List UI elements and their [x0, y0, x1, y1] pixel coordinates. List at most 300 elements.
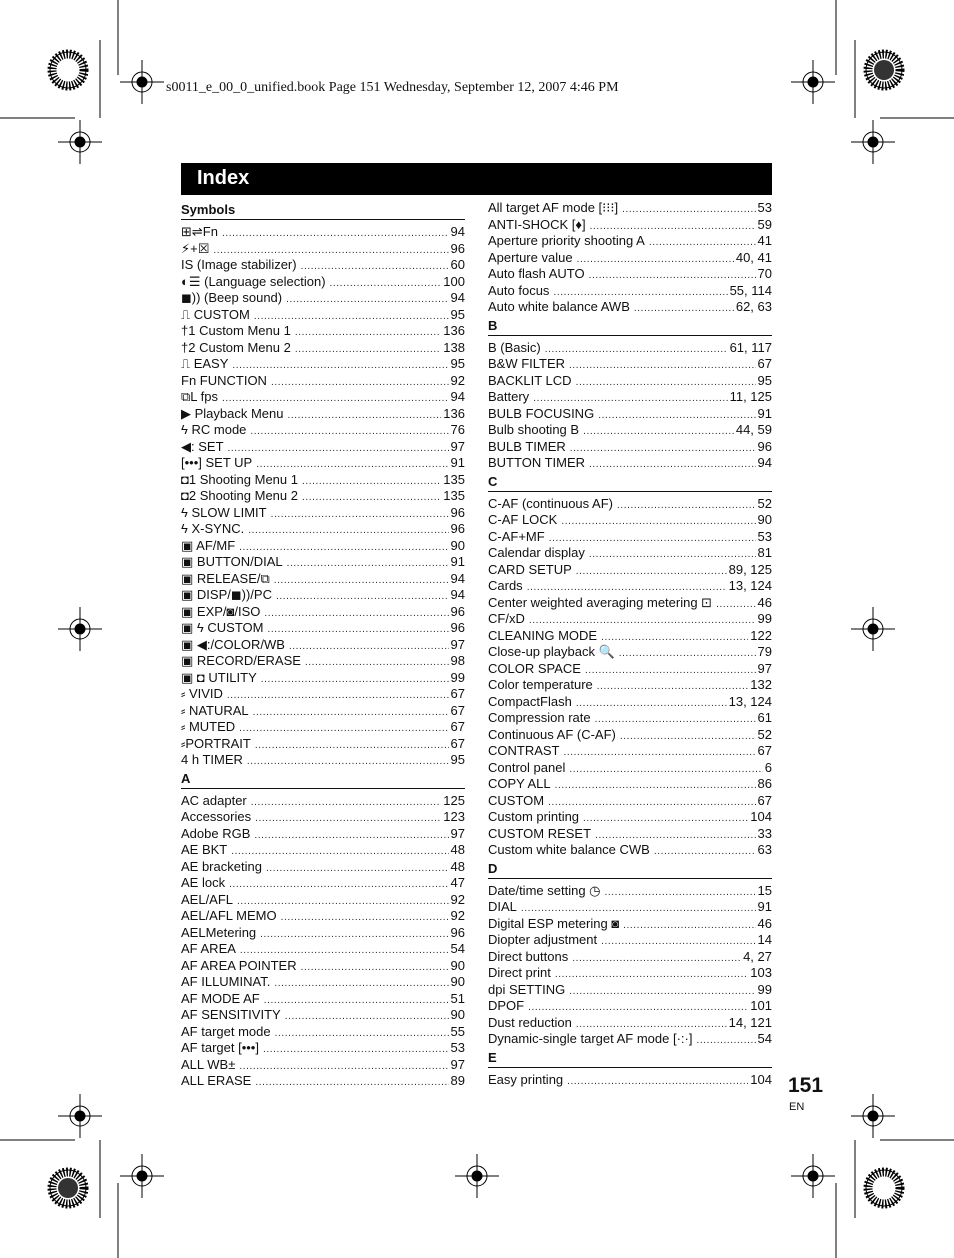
entry-page: 55, 114 [729, 282, 772, 298]
dot-leader [548, 795, 755, 812]
entry-label: ▣ AF/MF [181, 537, 236, 553]
entry-page: 48 [450, 842, 465, 857]
index-entry [488, 562, 772, 579]
entry-label: ⎍ CUSTOM [181, 306, 250, 322]
entry-page: 91 [757, 405, 772, 421]
entry-label: C-AF (continuous AF) [488, 495, 613, 511]
index-entry [181, 455, 465, 472]
dot-leader [583, 811, 748, 828]
entry-label: AE lock [181, 875, 226, 890]
entry-page: 44, 59 [735, 422, 772, 437]
index-entry [181, 826, 465, 843]
entry-page: 122 [750, 627, 772, 643]
entry-label: Custom white balance CWB [488, 842, 650, 857]
index-column-right [488, 200, 772, 1088]
entry-page: 100 [443, 273, 465, 289]
entry-page: 53 [450, 1040, 465, 1055]
entry-page: 59 [757, 216, 772, 232]
entry-label: All target AF mode [⁝⁝⁝] [488, 200, 619, 215]
index-entry [488, 883, 772, 900]
index-entry [181, 406, 465, 423]
entry-page: 6 [764, 759, 772, 775]
dot-leader [569, 762, 762, 779]
entry-label: AELMetering [181, 924, 257, 940]
entry-page: 62, 63 [735, 299, 772, 314]
entry-page: 63 [757, 842, 772, 857]
entry-page: 96 [450, 504, 465, 520]
entry-label: AF AREA POINTER [181, 957, 297, 973]
page-number: 151 [788, 1074, 824, 1097]
index-entry [181, 274, 465, 291]
entry-label: ▣ RELEASE/⧉ [181, 570, 270, 586]
dot-leader [634, 301, 734, 318]
entry-label: DPOF [488, 998, 525, 1013]
entry-label: Center weighted averaging metering ⊡ [488, 594, 713, 610]
entry-label: Calendar display [488, 545, 585, 560]
entry-label: AE bracketing [181, 858, 262, 874]
entry-page: 14, 121 [728, 1014, 772, 1030]
entry-page: 67 [450, 735, 465, 751]
dot-leader [239, 1059, 448, 1076]
entry-label: AF target mode [181, 1023, 271, 1039]
entry-page: 89, 125 [728, 561, 772, 577]
entry-label: [•••] SET UP [181, 455, 253, 470]
entry-label: Auto flash AUTO [488, 266, 585, 281]
entry-label: AF SENSITIVITY [181, 1007, 281, 1022]
dot-leader [295, 342, 441, 359]
entry-page: 125 [443, 792, 465, 808]
entry-page: 46 [757, 915, 772, 931]
entry-label: Aperture value [488, 249, 573, 265]
dot-leader [275, 1026, 449, 1043]
index-entry [181, 974, 465, 991]
entry-page: 104 [750, 1071, 772, 1087]
dot-leader [231, 844, 448, 861]
dot-leader [301, 960, 449, 977]
entry-page: 103 [750, 965, 772, 980]
dot-leader [601, 934, 755, 951]
entry-page: 99 [757, 981, 772, 997]
entry-label: DIAL [488, 899, 517, 914]
index-entry [181, 521, 465, 538]
dot-leader [567, 1074, 748, 1091]
entry-page: 67 [757, 743, 772, 758]
dot-leader [619, 646, 756, 663]
index-entry [488, 628, 772, 645]
index-entry [181, 719, 465, 736]
index-entry [488, 949, 772, 966]
entry-label: AF ILLUMINAT. [181, 974, 271, 989]
entry-page: 96 [450, 620, 465, 635]
index-entry [181, 472, 465, 489]
dot-leader [264, 606, 448, 623]
entry-label: ⸗PORTRAIT [181, 735, 251, 751]
entry-label: ◘2 Shooting Menu 2 [181, 488, 298, 503]
entry-page: 46 [757, 594, 772, 610]
index-entry [181, 604, 465, 621]
index-entry [488, 299, 772, 316]
entry-label: ▣ EXP/◙/ISO [181, 603, 261, 619]
entry-label: †1 Custom Menu 1 [181, 323, 291, 338]
entry-label: Auto focus [488, 282, 550, 298]
entry-label: ◘1 Shooting Menu 1 [181, 471, 298, 487]
index-entry [181, 925, 465, 942]
entry-label: C-AF LOCK [488, 512, 558, 527]
entry-page: 90 [757, 512, 772, 527]
index-entry [488, 496, 772, 513]
index-entry [181, 941, 465, 958]
index-entry [181, 736, 465, 753]
index-entry [181, 571, 465, 588]
entry-label: AF target [•••] [181, 1040, 259, 1055]
entry-page: 94 [450, 587, 465, 602]
entry-label: CUSTOM [488, 792, 545, 808]
dot-leader [288, 408, 442, 425]
entry-page: 41 [757, 233, 772, 248]
index-entry [488, 998, 772, 1015]
entry-label: ⸗ MUTED [181, 719, 236, 734]
dot-leader [302, 474, 441, 491]
entry-page: 96 [450, 603, 465, 619]
entry-page: 92 [450, 372, 465, 388]
entry-page: 11, 125 [729, 389, 772, 404]
index-entry [488, 455, 772, 472]
entry-page: 54 [450, 941, 465, 956]
dot-leader [545, 342, 728, 359]
entry-label: AF MODE AF [181, 990, 260, 1006]
entry-page: 13, 124 [728, 578, 772, 593]
index-entry [181, 686, 465, 703]
index-entry [488, 694, 772, 711]
entry-page: 13, 124 [728, 693, 772, 709]
entry-page: 136 [443, 405, 465, 421]
index-entry [488, 578, 772, 595]
dot-leader [239, 721, 448, 738]
dot-leader [255, 738, 449, 755]
entry-label: BUTTON TIMER [488, 455, 586, 470]
entry-label: Compression rate [488, 710, 591, 725]
entry-label: B&W FILTER [488, 356, 566, 371]
index-entry [181, 356, 465, 373]
dot-leader [561, 514, 755, 531]
entry-label: ϟ X-SYNC. [181, 521, 245, 536]
index-entry [181, 290, 465, 307]
page-language: EN [789, 1101, 805, 1113]
entry-page: 86 [757, 776, 772, 791]
index-entry [488, 422, 772, 439]
entry-page: 96 [450, 924, 465, 940]
entry-page: 15 [757, 882, 772, 898]
entry-page: 4, 27 [743, 948, 772, 964]
index-entry [181, 703, 465, 720]
dot-leader [617, 498, 756, 515]
entry-label: Aperture priority shooting A [488, 233, 645, 248]
entry-label: ϟ SLOW LIMIT [181, 504, 267, 520]
index-entry [488, 826, 772, 843]
entry-label: Digital ESP metering ◙ [488, 915, 620, 931]
entry-page: 99 [450, 669, 465, 685]
section-heading: D [488, 859, 772, 879]
entry-label: Date/time setting ◷ [488, 882, 601, 898]
index-entry [488, 283, 772, 300]
entry-label: Easy printing [488, 1071, 564, 1087]
title-bar [181, 163, 772, 195]
entry-page: 52 [757, 726, 772, 742]
index-column-left [181, 200, 465, 1090]
dot-leader [227, 688, 449, 705]
entry-page: 123 [443, 809, 465, 824]
entry-page: 70 [757, 266, 772, 281]
dot-leader [255, 1075, 448, 1092]
entry-page: 67 [450, 686, 465, 701]
dot-leader [597, 679, 749, 696]
entry-label: CUSTOM RESET [488, 825, 592, 841]
dot-leader [266, 861, 449, 878]
index-entry [181, 842, 465, 859]
entry-label: ▣ ◀:/COLOR/WB [181, 636, 285, 652]
index-entry [181, 439, 465, 456]
entry-label: ▣ DISP/◼))/PC [181, 587, 272, 602]
dot-leader [555, 778, 756, 795]
entry-page: 135 [443, 488, 465, 503]
index-entry [181, 653, 465, 670]
index-entry [181, 488, 465, 505]
dot-leader [583, 424, 734, 441]
index-entry [488, 916, 772, 933]
entry-page: 48 [450, 858, 465, 874]
entry-label: ⸗ VIVID [181, 686, 223, 701]
dot-leader [264, 993, 449, 1010]
dot-leader [255, 811, 441, 828]
entry-page: 96 [757, 438, 772, 454]
entry-label: ⸗ NATURAL [181, 702, 249, 718]
dot-leader [569, 984, 755, 1001]
index-entry [181, 1024, 465, 1041]
entry-page: 135 [443, 471, 465, 487]
index-entry [181, 991, 465, 1008]
dot-leader [595, 712, 756, 729]
entry-page: 132 [750, 677, 772, 692]
entry-page: 79 [757, 644, 772, 659]
dot-leader [601, 630, 748, 647]
entry-page: 67 [757, 792, 772, 808]
index-entry [181, 1057, 465, 1074]
index-entry [181, 554, 465, 571]
index-entry [181, 340, 465, 357]
entry-label: CF/xD [488, 611, 525, 626]
index-entry [181, 257, 465, 274]
entry-page: 67 [450, 702, 465, 718]
entry-page: 76 [450, 422, 465, 437]
index-entry [181, 389, 465, 406]
index-entry [488, 760, 772, 777]
dot-leader [228, 441, 449, 458]
star-targets [50, 52, 902, 1206]
index-entry [488, 406, 772, 423]
entry-page: 14 [757, 932, 772, 947]
entry-label: ▣ ϟ CUSTOM [181, 620, 264, 635]
dot-leader [287, 556, 449, 573]
entry-label: ANTI-SHOCK [♦] [488, 216, 586, 232]
index-entry [488, 965, 772, 982]
index-entry [488, 200, 772, 217]
index-entry [181, 241, 465, 258]
dot-leader [285, 1009, 449, 1026]
index-entry [181, 637, 465, 654]
entry-page: 40, 41 [735, 249, 772, 265]
index-entry [488, 793, 772, 810]
entry-page: 136 [443, 323, 465, 338]
entry-page: 51 [450, 990, 465, 1006]
dot-leader [261, 672, 449, 689]
entry-page: 47 [450, 875, 465, 890]
dot-leader [564, 745, 756, 762]
entry-page: 90 [450, 1007, 465, 1022]
section-heading: E [488, 1048, 772, 1068]
entry-label: AC adapter [181, 792, 247, 808]
index-entry [488, 899, 772, 916]
entry-label: ▶ Playback Menu [181, 405, 284, 421]
index-entry [181, 752, 465, 769]
entry-label: Direct print [488, 965, 551, 980]
dot-leader [305, 655, 449, 672]
dot-leader [229, 877, 448, 894]
index-entry [181, 892, 465, 909]
entry-page: 97 [757, 660, 772, 676]
entry-label: ALL ERASE [181, 1073, 252, 1088]
entry-label: Custom printing [488, 809, 580, 824]
entry-label: ◐☰ (Language selection) [181, 273, 326, 289]
index-entry [181, 1007, 465, 1024]
entry-label: ▣ ◘ UTILITY [181, 669, 257, 685]
dot-leader [281, 910, 449, 927]
section-heading: Symbols [181, 200, 465, 220]
index-entry [488, 710, 772, 727]
entry-label: C-AF+MF [488, 528, 545, 544]
index-entry [488, 373, 772, 390]
entry-page: 94 [450, 224, 465, 239]
index-entry [488, 982, 772, 999]
entry-page: 67 [450, 719, 465, 734]
dot-leader [576, 696, 727, 713]
entry-label: Close-up playback 🔍 [488, 644, 615, 659]
index-entry [488, 1072, 772, 1089]
index-entry [488, 677, 772, 694]
entry-page: 94 [757, 455, 772, 470]
entry-label: ▣ BUTTON/DIAL [181, 554, 283, 569]
entry-label: Accessories [181, 809, 252, 824]
entry-page: 101 [750, 998, 772, 1013]
entry-page: 97 [450, 438, 465, 454]
entry-label: AEL/AFL [181, 891, 234, 907]
index-entry [488, 217, 772, 234]
index-entry [181, 538, 465, 555]
entry-page: 97 [450, 1056, 465, 1072]
section-heading: A [181, 769, 465, 789]
entry-label: CLEANING MODE [488, 627, 598, 643]
index-entry [488, 266, 772, 283]
dot-leader [330, 276, 442, 293]
dot-leader [267, 622, 448, 639]
dot-leader [576, 375, 756, 392]
dot-leader [271, 375, 449, 392]
entry-label: Adobe RGB [181, 825, 251, 841]
dot-leader [585, 663, 756, 680]
entry-page: 91 [450, 554, 465, 569]
dot-leader [622, 202, 755, 219]
dot-leader [605, 885, 756, 902]
entry-page: 33 [757, 825, 772, 841]
entry-label: CONTRAST [488, 743, 560, 758]
entry-page: 92 [450, 908, 465, 923]
section-heading: C [488, 472, 772, 492]
index-entry [488, 842, 772, 859]
entry-page: 61, 117 [729, 339, 772, 355]
entry-page: 95 [757, 372, 772, 388]
index-entry [488, 439, 772, 456]
dot-leader [271, 507, 449, 524]
dot-leader [286, 292, 448, 309]
dot-leader [623, 918, 755, 935]
index-entry [181, 323, 465, 340]
entry-page: 138 [443, 339, 465, 355]
entry-label: B (Basic) [488, 339, 541, 355]
index-entry [181, 958, 465, 975]
dot-leader [260, 927, 448, 944]
index-entry [488, 529, 772, 546]
entry-page: 94 [450, 389, 465, 404]
entry-label: Diopter adjustment [488, 932, 598, 947]
dot-leader [254, 828, 448, 845]
index-entry [488, 611, 772, 628]
index-entry [181, 875, 465, 892]
entry-page: 92 [450, 891, 465, 907]
index-entry [181, 505, 465, 522]
dot-leader [248, 523, 448, 540]
entry-page: 54 [757, 1031, 772, 1046]
entry-label: ▣ RECORD/ERASE [181, 653, 301, 668]
index-entry [488, 932, 772, 949]
entry-page: 53 [757, 528, 772, 544]
index-entry [488, 809, 772, 826]
entry-label: Dust reduction [488, 1014, 572, 1030]
index-entry [488, 727, 772, 744]
index-entry [181, 908, 465, 925]
entry-page: 81 [757, 545, 772, 560]
entry-label: AE BKT [181, 842, 228, 857]
index-entry [488, 356, 772, 373]
entry-label: ⚡+☒ [181, 240, 210, 256]
entry-page: 99 [757, 611, 772, 626]
entry-label: ALL WB± [181, 1056, 236, 1072]
entry-label: ⧉L fps [181, 389, 218, 404]
index-entry [488, 595, 772, 612]
entry-label: Dynamic-single target AF mode [·:·] [488, 1031, 693, 1046]
dot-leader [276, 589, 449, 606]
dot-leader [274, 573, 449, 590]
index-entry [181, 422, 465, 439]
entry-page: 97 [450, 636, 465, 652]
index-entry [488, 233, 772, 250]
index-entry [181, 859, 465, 876]
index-entry [488, 776, 772, 793]
index-entry [488, 250, 772, 267]
index-entry [181, 587, 465, 604]
index-entry [181, 1040, 465, 1057]
entry-page: 91 [757, 899, 772, 914]
entry-page: 95 [450, 356, 465, 371]
index-entry [488, 340, 772, 357]
